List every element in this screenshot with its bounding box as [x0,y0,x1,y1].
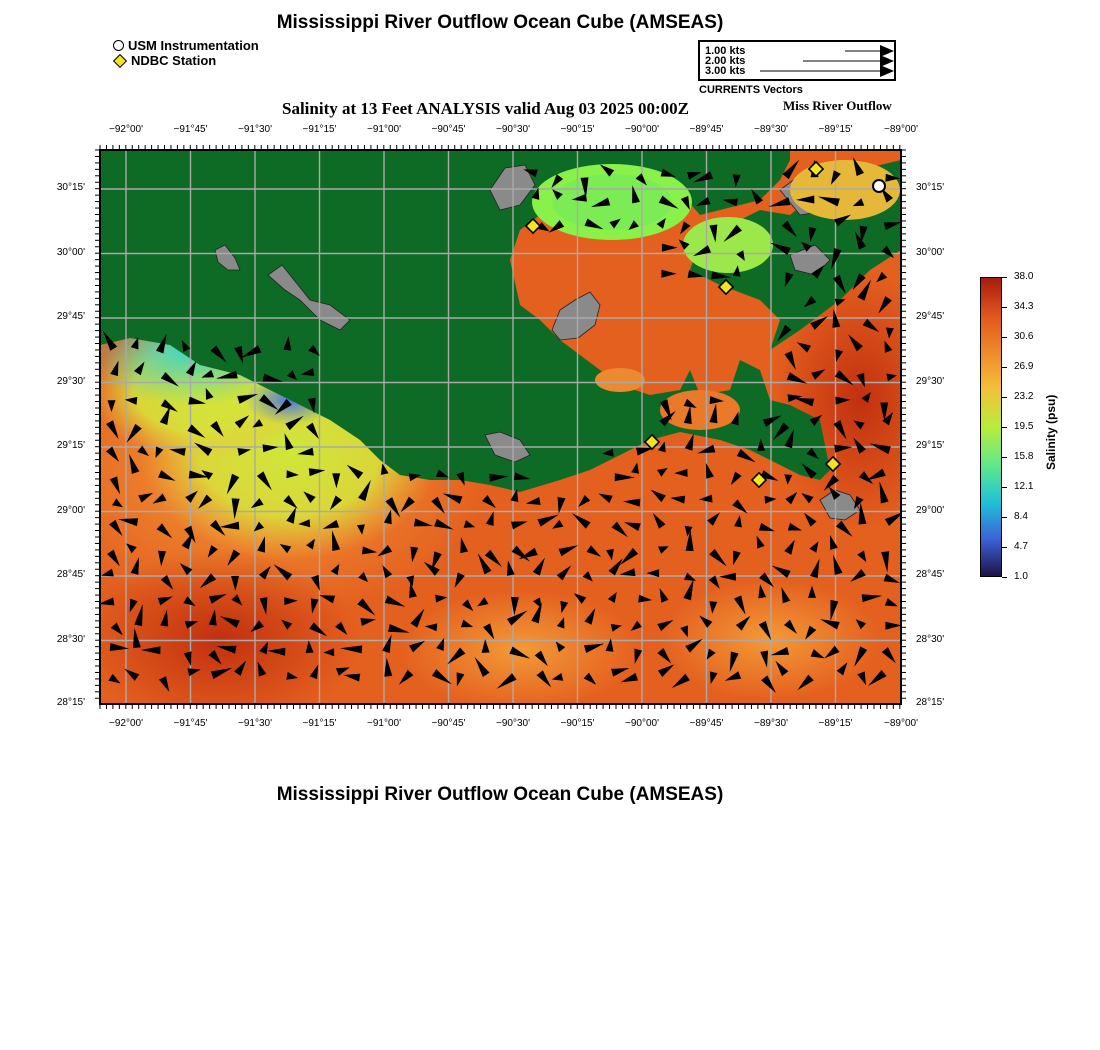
lat-tick-label: 28°45' [56,569,85,580]
lon-tick-label: −89°15' [818,718,853,729]
lat-tick-label: 29°30' [56,375,85,387]
legend-ndbc-label: NDBC Station [131,53,217,68]
lon-tick-label: −91°00' [367,718,401,729]
lat-tick-label: 28°15' [916,697,945,708]
map-subtitle: Salinity at 13 Feet ANALYSIS valid Aug 03 2025 00:00Z [282,99,689,118]
region-label: Miss River Outflow [783,98,892,113]
colorbar-tick-mark [1002,457,1007,458]
lat-tick-label: 29°30' [916,375,945,387]
colorbar [980,277,1002,577]
lat-tick-label: 28°45' [916,569,945,580]
page-title: Mississippi River Outflow Ocean Cube (AMSEAS) [276,12,724,33]
lon-tick-label: −90°45' [431,124,466,135]
lat-tick-label: 28°30' [56,633,85,645]
lon-tick-label: −89°15' [818,124,853,135]
colorbar-tick-mark [1002,397,1007,398]
lon-tick-label: −91°15' [302,124,337,135]
lon-tick-label: −89°30' [754,124,788,135]
lat-tick-label: 28°30' [916,633,945,645]
map-field [30,150,950,730]
lon-tick-label: −90°30' [496,124,530,135]
colorbar-tick-label: 26.9 [1014,361,1034,372]
lon-tick-label: −92°00' [109,718,143,729]
lon-tick-label: −90°00' [625,124,659,135]
lon-tick-label: −91°15' [302,718,337,729]
lat-tick-label: 29°00' [56,504,85,516]
colorbar-tick-label: 8.4 [1014,511,1028,522]
lon-tick-label: −89°00' [884,124,918,135]
lat-tick-label: 29°15' [916,440,945,451]
lon-tick-label: −90°30' [496,718,530,729]
vector-label-1: 1.00 kts [705,45,746,57]
lon-tick-label: −90°45' [431,718,466,729]
lat-tick-label: 29°00' [916,504,945,516]
lon-tick-label: −89°30' [754,718,788,729]
colorbar-tick-label: 12.1 [1014,481,1034,492]
vector-label-2: 2.00 kts [705,55,746,67]
colorbar-title: Salinity (psu) [1044,394,1058,470]
colorbar-tick-mark [1002,277,1007,278]
colorbar-tick-label: 34.3 [1014,301,1034,312]
colorbar-tick-mark [1002,337,1007,338]
lon-tick-label: −91°00' [367,124,401,135]
colorbar-tick-label: 30.6 [1014,331,1034,342]
colorbar-tick-mark [1002,547,1007,548]
lat-tick-label: 30°00' [56,246,85,258]
lon-tick-label: −91°45' [173,718,208,729]
usm-instrument-marker [873,180,885,192]
lat-tick-label: 28°15' [56,697,85,708]
bottom-title: Mississippi River Outflow Ocean Cube (AMSEAS) [276,784,724,805]
colorbar-tick-mark [1002,517,1007,518]
lat-tick-label: 29°45' [916,311,945,322]
vector-caption: CURRENTS Vectors [699,84,803,96]
lon-tick-label: −91°30' [238,718,272,729]
lon-tick-label: −91°45' [173,124,208,135]
colorbar-tick-mark [1002,487,1007,488]
vector-label-3: 3.00 kts [705,65,746,77]
lon-tick-label: −92°00' [109,124,143,135]
colorbar-tick-mark [1002,367,1007,368]
lon-tick-label: −89°00' [884,718,918,729]
lat-tick-label: 30°15' [56,182,85,193]
colorbar-tick-label: 38.0 [1014,271,1034,282]
colorbar-tick-label: 4.7 [1014,541,1028,552]
lat-tick-label: 29°15' [56,440,85,451]
lon-tick-label: −91°30' [238,124,272,135]
lon-tick-label: −90°15' [560,718,595,729]
lon-tick-label: −89°45' [689,718,724,729]
lon-tick-label: −89°45' [689,124,724,135]
colorbar-tick-label: 15.8 [1014,451,1034,462]
lat-tick-label: 30°15' [916,182,945,193]
lat-tick-label: 30°00' [916,246,945,258]
colorbar-tick-mark [1002,307,1007,308]
colorbar-tick-mark [1002,427,1007,428]
legend-usm-label: USM Instrumentation [128,38,259,53]
lake-borgne-water [683,217,773,273]
colorbar-tick-label: 23.2 [1014,391,1034,402]
lon-tick-label: −90°00' [625,718,659,729]
colorbar-tick-label: 1.0 [1014,571,1028,582]
colorbar-tick-mark [1002,577,1007,578]
lon-tick-label: −90°15' [560,124,595,135]
lat-tick-label: 29°45' [56,311,85,322]
colorbar-tick-label: 19.5 [1014,421,1034,432]
